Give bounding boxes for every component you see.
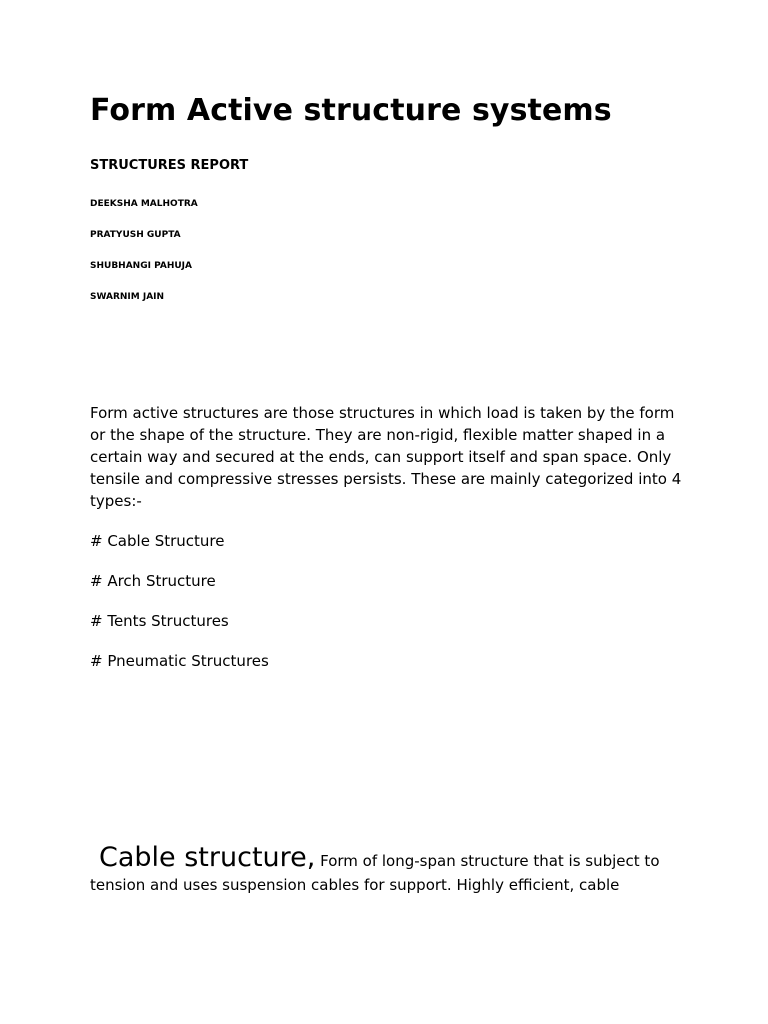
structure-type-item: # Cable Structure	[90, 532, 225, 550]
author-name: PRATYUSH GUPTA	[90, 230, 181, 240]
author-name: DEEKSHA MALHOTRA	[90, 199, 198, 209]
intro-paragraph: Form active structures are those structures in which load is taken by the form or the shape of the structure. They are non-rigid, flexible matter shaped in a certain way and secured at the ends, can support itself and span space. Only tensile and compressive stresses persists. These are mainly categorized into 4 types:-	[90, 404, 682, 510]
author-name: SHUBHANGI PAHUJA	[90, 261, 192, 271]
cable-structure-text: Form of long-span structure that is subject to tension and uses suspension cables for support. Highly efficient, cable	[90, 852, 660, 894]
cable-structure-paragraph	[90, 842, 690, 897]
cable-structure-heading: Cable structure,	[99, 842, 316, 873]
document-title: Form Active structure systems	[90, 93, 612, 128]
structure-type-item: # Pneumatic Structures	[90, 652, 269, 670]
structure-type-item: # Arch Structure	[90, 572, 216, 590]
document-subtitle: STRUCTURES REPORT	[90, 158, 249, 173]
author-name: SWARNIM JAIN	[90, 292, 165, 302]
structure-type-item: # Tents Structures	[90, 612, 229, 630]
